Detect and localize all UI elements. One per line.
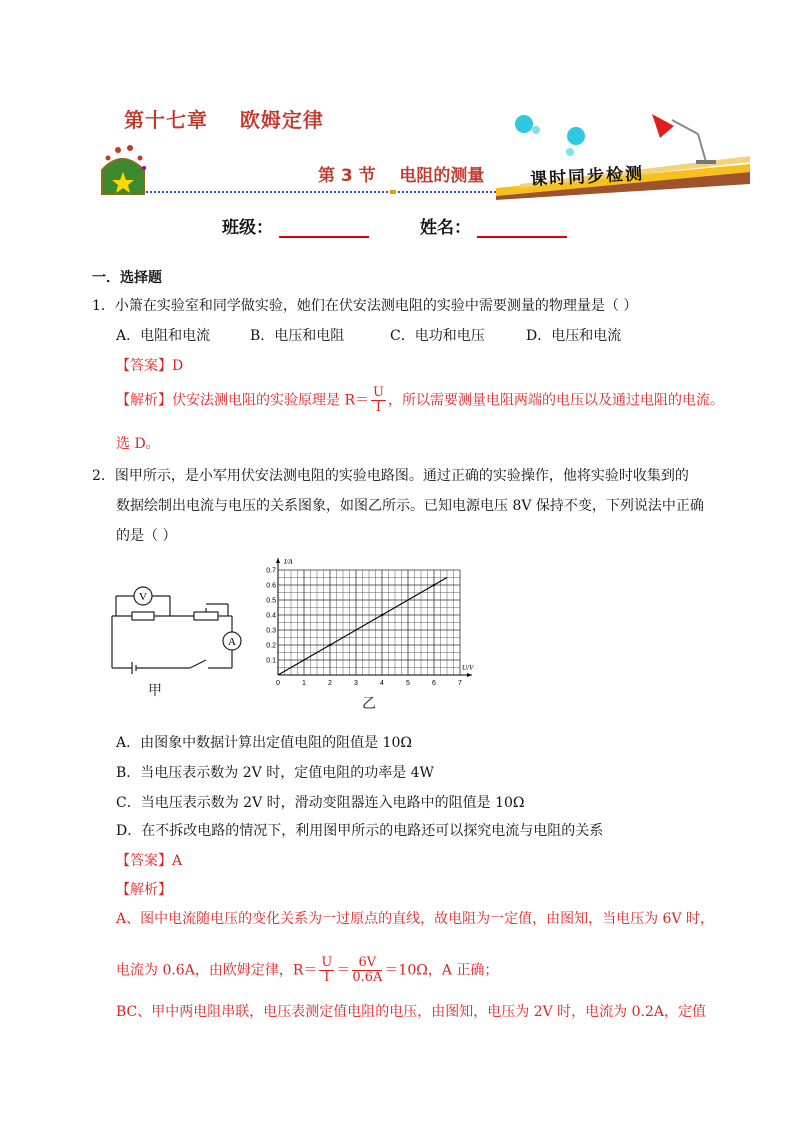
class-label: 班级：: [222, 218, 273, 238]
y-tick-label: 0.6: [266, 582, 276, 590]
answer-value: A: [172, 853, 183, 869]
x-tick-label: 5: [406, 680, 410, 687]
x-axis-arrow: [467, 673, 472, 677]
q1-option-a[interactable]: A．电阻和电流: [116, 328, 211, 344]
y-axis-arrow: [276, 558, 280, 563]
star-badge-icon: [102, 145, 146, 194]
fraction-u-over-i: $\frac{U}{I}$: [321, 955, 333, 985]
q2-option-a[interactable]: A．由图象中数据计算出定值电阻的阻值是 10Ω: [116, 735, 412, 751]
q2-analysis-label: 【解析】: [116, 882, 172, 898]
q1-analysis-end: 选 D。: [116, 436, 160, 452]
data-point: [381, 614, 384, 617]
q2-option-c[interactable]: C．当电压表示数为 2V 时，滑动变阻器连入电路中的阻值是 10Ω: [116, 795, 525, 811]
section-title: 第 3 节 电阻的测量: [318, 166, 485, 186]
desk-lamp-icon: [652, 114, 716, 164]
x-tick-label: 2: [328, 680, 332, 687]
analysis-text: 电流为 0.6A，由欧姆定律，R＝: [116, 962, 318, 979]
q1-stem: 1．小箫在实验室和同学做实验，她们在伏安法测电阻的实验中需要测量的物理量是（ ）: [92, 298, 638, 314]
q2-analysis-line2: [116, 956, 498, 985]
x-tick-label: 1: [302, 680, 306, 687]
figure-label-jia: 甲: [148, 683, 162, 699]
q1-analysis: [116, 386, 724, 415]
answer-value: D: [172, 358, 184, 374]
y-tick-label: 0.5: [266, 597, 276, 605]
y-tick-label: 0.4: [266, 612, 276, 620]
name-label: 姓名：: [420, 218, 471, 238]
q1-option-d[interactable]: D．电压和电流: [526, 328, 622, 344]
y-tick-label: 0.1: [266, 657, 276, 665]
y-tick-label: 0.7: [266, 567, 276, 575]
q2-analysis-line3: BC、甲中两电阻串联，电压表测定值电阻的电压，由图知，电压为 2V 时，电流为 0.2A，定值: [116, 1004, 707, 1020]
iu-graph: [258, 555, 488, 690]
analysis-text: 伏安法测电阻的实验原理是 R＝: [172, 392, 369, 409]
header-banner: [100, 108, 760, 200]
y-axis-label: I/A: [284, 558, 293, 566]
x-axis-label: U/V: [462, 664, 474, 672]
ammeter-label: A: [228, 636, 236, 648]
q2-stem-line2: 数据绘制出电流与电压的关系图象，如图乙所示。已知电源电压 8V 保持不变，下列说法中正确: [116, 498, 704, 514]
q1-option-b[interactable]: B．电压和电阻: [250, 328, 345, 344]
analysis-label: 【解析】: [116, 392, 172, 409]
answer-label: 【答案】: [116, 358, 172, 374]
analysis-text: ＝10Ω，A 正确；: [384, 962, 499, 979]
figure-label-yi: 乙: [362, 696, 376, 712]
x-tick-label: 6: [432, 680, 436, 687]
q1-answer: [116, 356, 183, 376]
q1-option-c[interactable]: C．电功和电压: [390, 328, 485, 344]
data-point: [329, 644, 332, 647]
x-tick-label: 4: [380, 680, 384, 687]
equals-sign: ＝: [336, 962, 351, 979]
y-tick-label: 0.3: [266, 627, 276, 635]
q2-stem-line3: 的是（ ）: [116, 528, 177, 544]
section-heading: 一．选择题: [92, 270, 162, 286]
name-field[interactable]: [420, 213, 567, 238]
analysis-text: ，所以需要测量电阻两端的电压以及通过电阻的电流。: [387, 392, 724, 409]
fraction-u-over-i: $\frac{U}{I}$: [373, 385, 384, 415]
class-field[interactable]: [222, 213, 369, 238]
y-tick-label: 0.2: [266, 642, 276, 650]
name-blank[interactable]: [477, 218, 567, 238]
q2-analysis-line1: A、图中电流随电压的变化关系为一过原点的直线，故电阻为一定值，由图知，当电压为 6V 时，: [116, 911, 715, 927]
q2-option-b[interactable]: B．当电压表示数为 2V 时，定值电阻的功率是 4W: [116, 765, 434, 781]
q2-stem-line1: 2．图甲所示，是小军用伏安法测电阻的实验电路图。通过正确的实验操作，他将实验时收集到的: [92, 468, 689, 484]
fraction-6v-over-0.6a: $\frac{6V}{0.6A}$: [352, 955, 383, 985]
worksheet-tag: 课时同步检测: [529, 164, 645, 190]
answer-label: 【答案】: [116, 853, 172, 869]
voltmeter-label: V: [139, 591, 147, 603]
data-point: [433, 584, 436, 587]
class-blank[interactable]: [279, 218, 369, 238]
q2-option-d[interactable]: D．在不拆改电路的情况下，利用图甲所示的电路还可以探究电流与电阻的关系: [116, 823, 604, 839]
x-tick-label: 0: [276, 680, 280, 687]
circuit-diagram: [104, 578, 244, 696]
x-tick-label: 7: [458, 680, 462, 687]
x-tick-label: 3: [354, 680, 358, 687]
q2-answer: [116, 851, 182, 871]
chapter-title: 第十七章 欧姆定律: [124, 108, 324, 132]
